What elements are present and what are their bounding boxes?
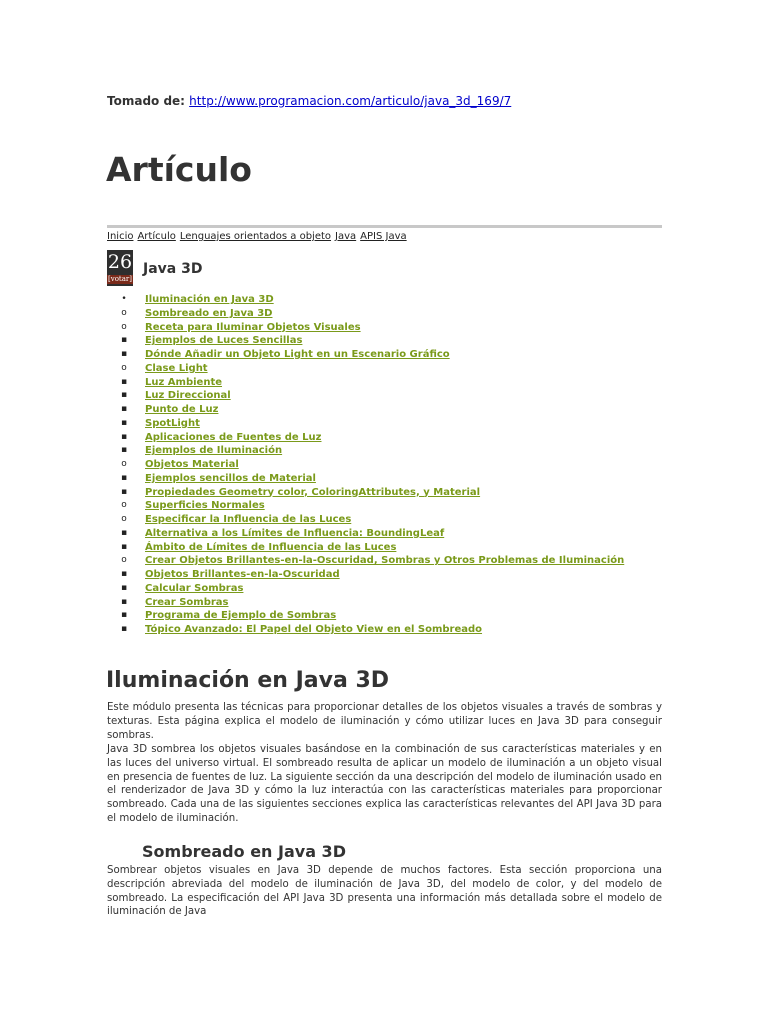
source-link[interactable]: http://www.programacion.com/articulo/java_3d_169/7 bbox=[189, 94, 512, 108]
toc-link[interactable]: Clase Light bbox=[145, 362, 208, 374]
toc-link[interactable]: Objetos Brillantes-en-la-Oscuridad bbox=[145, 569, 340, 580]
bullet-icon: ▪ bbox=[120, 472, 128, 483]
toc-link[interactable]: Sombreado en Java 3D bbox=[145, 307, 273, 319]
toc-link[interactable]: Propiedades Geometry color, ColoringAttributes, y Material bbox=[145, 486, 481, 498]
toc-link[interactable]: Programa de Ejemplo de Sombras bbox=[145, 610, 337, 622]
toc-link[interactable]: Dónde Añadir un Objeto Light en un Escenario Gráfico bbox=[145, 349, 450, 360]
bullet-icon: ▪ bbox=[120, 610, 128, 621]
bullet-icon: o bbox=[121, 362, 127, 373]
bullet-icon: ▪ bbox=[120, 390, 128, 401]
vote-badge[interactable] bbox=[107, 250, 133, 286]
bullet-icon: ▪ bbox=[120, 376, 128, 387]
sombreado-heading: Sombreado en Java 3D bbox=[142, 842, 346, 861]
iluminacion-paragraph-2: Java 3D sombrea los objetos visuales basándose en la combinación de sus características materiales y en las luces del universo virtual. El sombreado resulta de aplicar un modelo de iluminación a un objeto visual en presencia de fuentes de luz. La siguiente sección da una descripción del modelo de iluminación usado en el renderizador de Java 3D y cómo la luz interactúa con las características materiales para proporcionar sombreado. Cada una de las siguientes secciones explica las características relevantes del API Java 3D para el modelo de iluminación. bbox=[107, 744, 662, 824]
bullet-icon: o bbox=[121, 500, 127, 511]
bullet-icon: ▪ bbox=[120, 349, 128, 359]
bullet-icon: o bbox=[121, 459, 127, 469]
bullet-icon: ▪ bbox=[120, 445, 128, 456]
breadcrumb-articulo[interactable]: Artículo bbox=[137, 231, 176, 242]
toc-link[interactable]: Receta para Iluminar Objetos Visuales bbox=[145, 321, 361, 333]
page-title: Artículo bbox=[106, 150, 252, 189]
toc-link[interactable]: Calcular Sombras bbox=[145, 582, 244, 594]
bullet-icon: ▪ bbox=[120, 486, 128, 497]
toc-link[interactable]: Ámbito de Límites de Influencia de las Luces bbox=[145, 541, 397, 553]
bullet-icon: • bbox=[121, 294, 127, 304]
vote-count: 26 bbox=[107, 251, 133, 273]
toc-link[interactable]: Punto de Luz bbox=[145, 404, 219, 415]
bullet-icon: ▪ bbox=[120, 596, 128, 607]
bullet-icon: o bbox=[121, 514, 127, 524]
toc-link[interactable]: Ejemplos de Luces Sencillas bbox=[145, 335, 303, 347]
toc-link[interactable]: Crear Objetos Brillantes-en-la-Oscuridad, Sombras y Otros Problemas de Iluminación bbox=[145, 555, 625, 567]
bullet-icon: ▪ bbox=[120, 335, 128, 346]
toc-link[interactable]: Ejemplos de Iluminación bbox=[145, 445, 283, 457]
bullet-icon: ▪ bbox=[120, 582, 128, 593]
iluminacion-heading: Iluminación en Java 3D bbox=[106, 668, 390, 693]
toc-link[interactable]: SpotLight bbox=[145, 417, 200, 429]
source-label: Tomado de: bbox=[107, 94, 185, 108]
section-heading: Java 3D bbox=[143, 261, 203, 277]
bullet-icon: ▪ bbox=[120, 527, 128, 538]
toc-link[interactable]: Luz Direccional bbox=[145, 390, 231, 402]
toc-link[interactable]: Objetos Material bbox=[145, 459, 239, 470]
bullet-icon: ▪ bbox=[120, 624, 128, 634]
breadcrumb-apis-java[interactable]: APIS Java bbox=[360, 231, 407, 242]
source-line bbox=[107, 94, 511, 108]
iluminacion-paragraph-1: Este módulo presenta las técnicas para proporcionar detalles de los objetos visuales a través de sombras y texturas. Esta página explica el modelo de iluminación y cómo utilizar luces en Java 3D para conseguir sombras. bbox=[107, 702, 662, 741]
bullet-icon: o bbox=[121, 321, 127, 332]
bullet-icon: ▪ bbox=[120, 417, 128, 428]
divider bbox=[107, 225, 662, 228]
bullet-icon: ▪ bbox=[120, 404, 128, 414]
toc-link[interactable]: Crear Sombras bbox=[145, 596, 229, 608]
toc-link[interactable]: Luz Ambiente bbox=[145, 376, 223, 388]
toc-link[interactable]: Especificar la Influencia de las Luces bbox=[145, 514, 352, 525]
bullet-icon: o bbox=[121, 555, 127, 566]
toc-link[interactable]: Aplicaciones de Fuentes de Luz bbox=[145, 431, 322, 443]
toc-link[interactable]: Ejemplos sencillos de Material bbox=[145, 472, 316, 484]
bullet-icon: ▪ bbox=[120, 541, 128, 552]
breadcrumb-java[interactable]: Java bbox=[335, 231, 357, 242]
breadcrumb-lenguajes[interactable]: Lenguajes orientados a objeto bbox=[179, 231, 332, 242]
toc-link[interactable]: Alternativa a los Límites de Influencia: BoundingLeaf bbox=[145, 527, 445, 539]
sombreado-paragraph: Sombrear objetos visuales en Java 3D depende de muchos factores. Esta sección proporciona una descripción abreviada del modelo de iluminación de Java 3D, del modelo de color, y del modelo de sombreado. La especificación del API Java 3D presenta una información más detallada sobre el modelo de iluminación de Java bbox=[107, 865, 662, 918]
breadcrumb bbox=[107, 231, 411, 242]
toc-link[interactable]: Iluminación en Java 3D bbox=[145, 294, 274, 305]
vote-link[interactable]: [votar] bbox=[108, 275, 132, 283]
bullet-icon: ▪ bbox=[120, 569, 128, 579]
toc-link[interactable]: Superficies Normales bbox=[145, 500, 265, 512]
breadcrumb-inicio[interactable]: Inicio bbox=[107, 231, 134, 242]
bullet-icon: ▪ bbox=[120, 431, 128, 442]
toc-link[interactable]: Tópico Avanzado: El Papel del Objeto View en el Sombreado bbox=[145, 624, 483, 635]
bullet-icon: o bbox=[121, 307, 127, 318]
